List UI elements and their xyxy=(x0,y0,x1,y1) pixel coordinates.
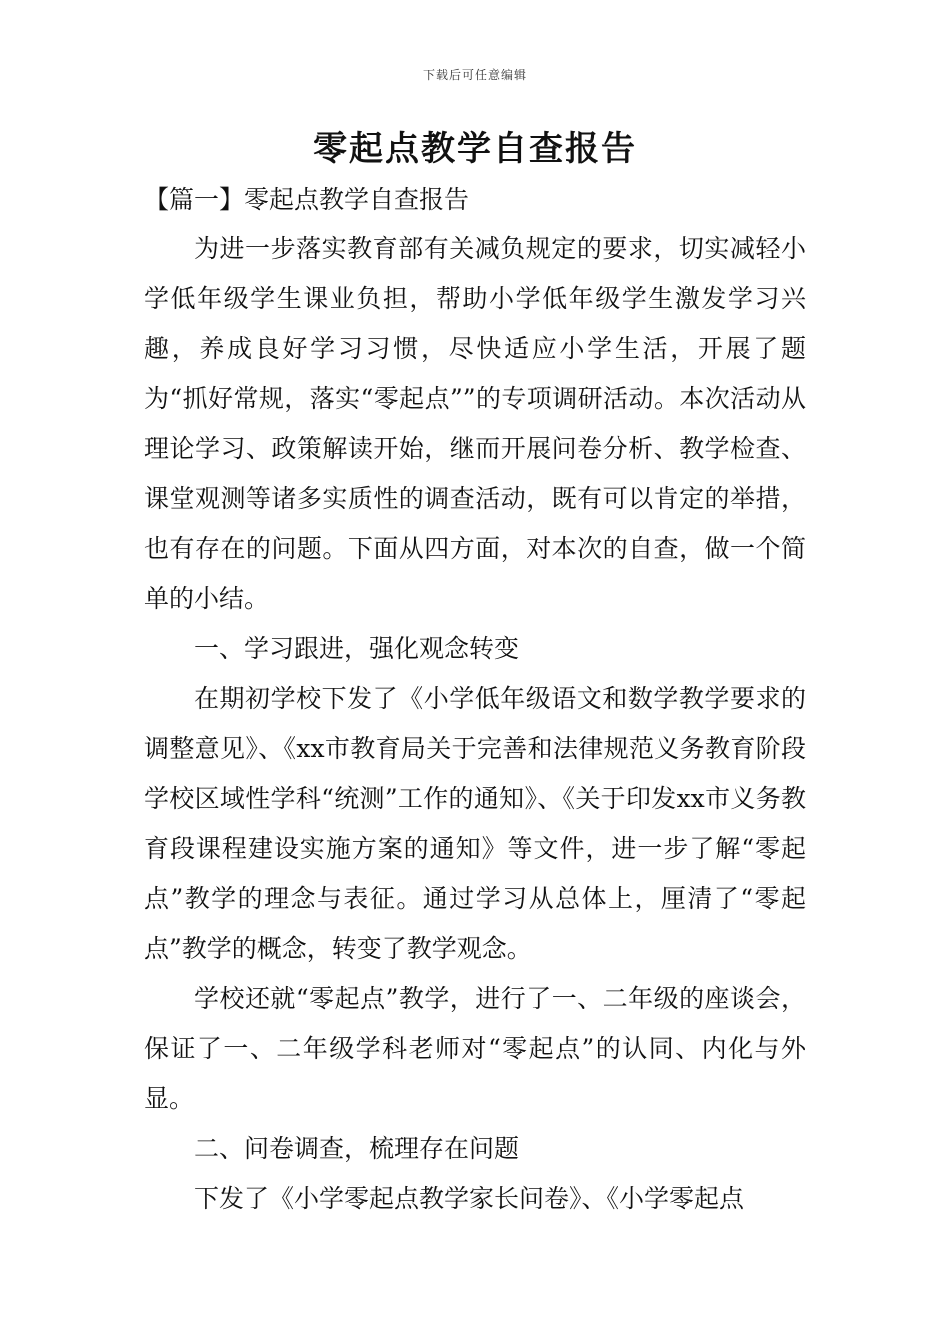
paragraph-study: 在期初学校下发了《小学低年级语文和数学教学要求的调整意见》、《xx市教育局关于完善和法律规范义务教育阶段学校区域性学科“统测”工作的通知》、《关于印发xx市义务教育段课程建设实施方案的通知》等文件，进一步了解“零起点”教学的理念与表征。通过学习从总体上，厘清了“零起点”教学的概念，转变了教学观念。 xyxy=(144,684,806,963)
document-body xyxy=(144,224,806,1224)
paragraph-meeting: 学校还就“零起点”教学，进行了一、二年级的座谈会，保证了一、二年级学科老师对“零起点”的认同、内化与外显。 xyxy=(144,984,806,1113)
paragraph-survey: 下发了《小学零起点教学家长问卷》、《小学零起点 xyxy=(194,1184,745,1213)
document-title: 零起点教学自查报告 xyxy=(313,129,637,169)
subheading-one: 一、学习跟进，强化观念转变 xyxy=(194,634,520,663)
paragraph-intro: 为进一步落实教育部有关减负规定的要求，切实减轻小学低年级学生课业负担，帮助小学低年级学生激发学习兴趣，养成良好学习习惯，尽快适应小学生活，开展了题为“抓好常规，落实“零起点””的专项调研活动。本次活动从理论学习、政策解读开始，继而开展问卷分析、教学检查、课堂观测等诸多实质性的调查活动，既有可以肯定的举措，也有存在的问题。下面从四方面，对本次的自查，做一个简单的小结。 xyxy=(144,234,806,613)
header-note: 下载后可任意编辑 xyxy=(422,68,527,82)
subheading-two: 二、问卷调查，梳理存在问题 xyxy=(194,1134,520,1163)
section-heading: 【篇一】零起点教学自查报告 xyxy=(144,185,470,214)
